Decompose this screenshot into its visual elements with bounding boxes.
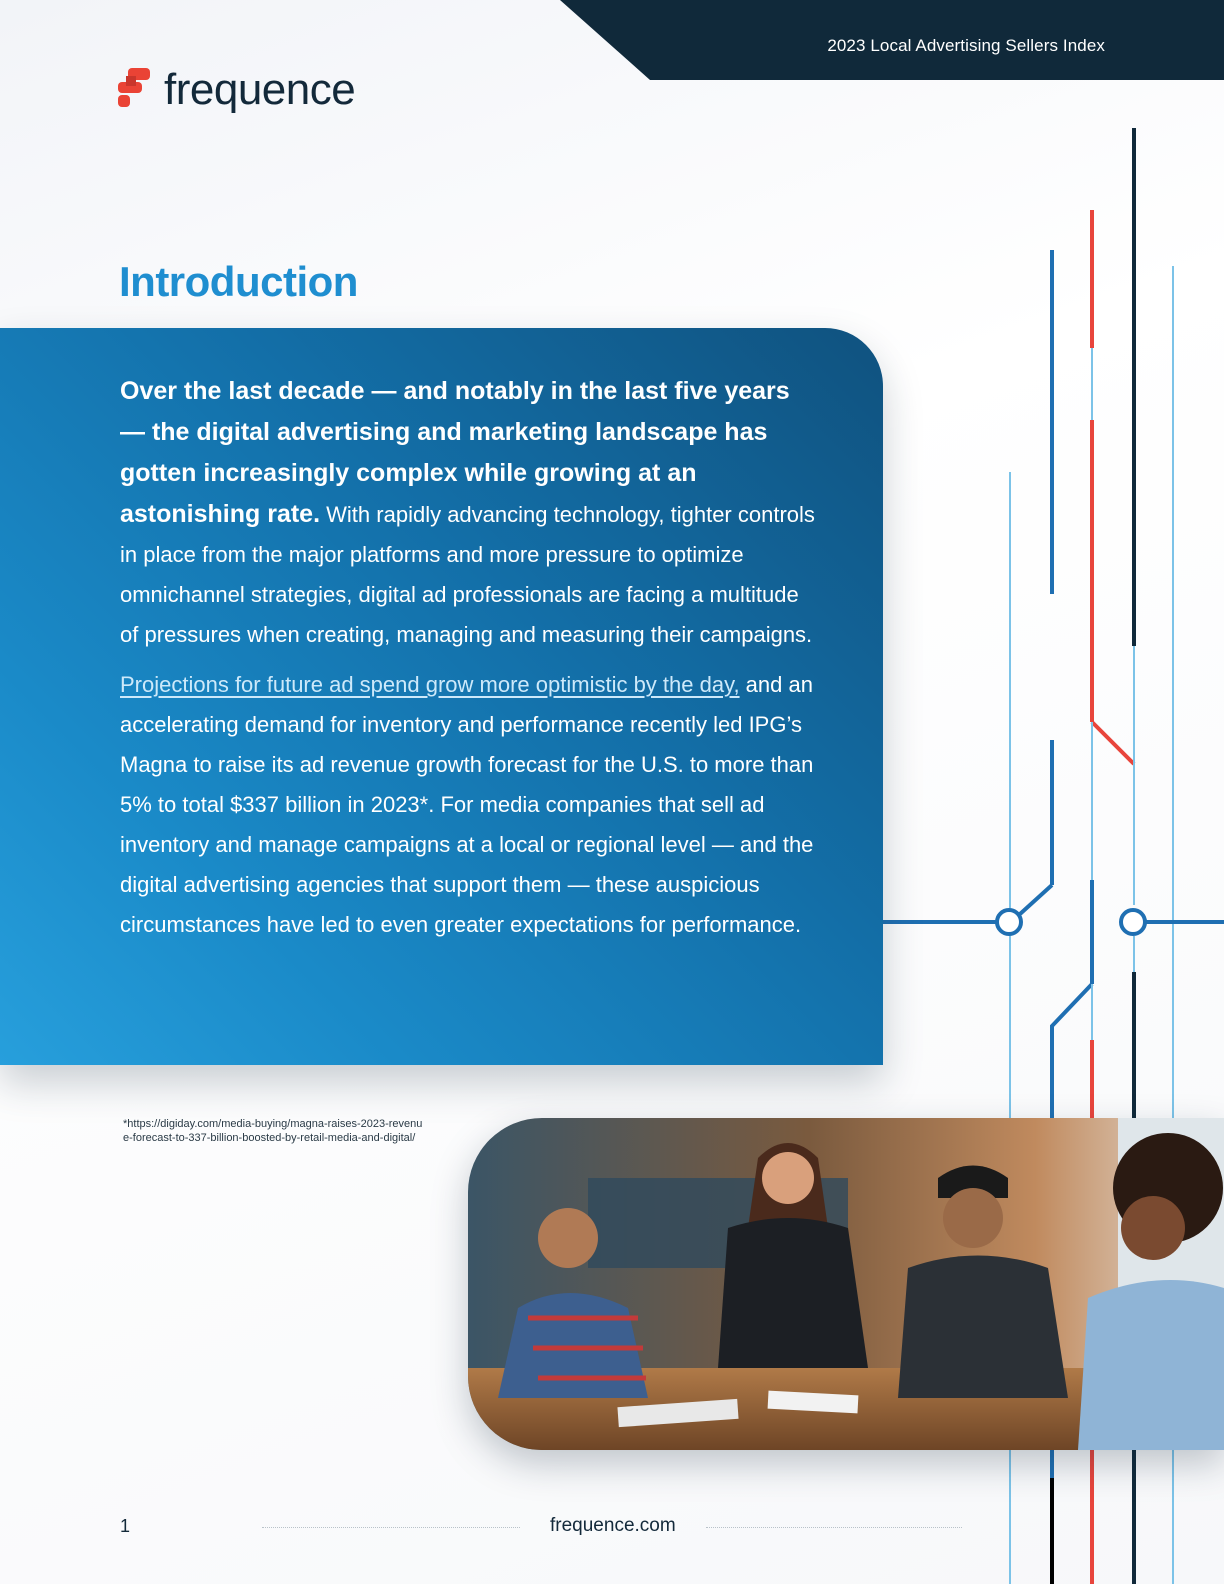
frequence-logo-mark-icon: [116, 66, 152, 113]
intro-panel: [0, 328, 883, 1065]
page-number: 1: [120, 1516, 131, 1536]
footer-divider-right: [706, 1527, 962, 1528]
ad-spend-projections-link[interactable]: Projections for future ad spend grow more optimistic by the day,: [120, 672, 740, 697]
section-title: Introduction: [119, 258, 358, 305]
brand-name: frequence: [164, 64, 356, 114]
footnote-source: *https://digiday.com/media-buying/magna-raises-2023-revenue-forecast-to-337-billion-boosted-by-retail-media-and-digital/: [123, 1118, 423, 1144]
intro-paragraph-2: [120, 665, 820, 945]
intro-paragraph-2-text: and an accelerating demand for inventory and performance recently led IPG’s Magna to raise its ad revenue growth forecast for the U.S. to more than 5% to total $337 billion in 2023*. For media companies that sell ad inventory and manage campaigns at a local or regional level — and the digital advertising agencies that support them — these auspicious circumstances have led to even greater expectations for performance.: [120, 672, 814, 937]
intro-body: [120, 371, 820, 955]
report-title: 2023 Local Advertising Sellers Index: [827, 36, 1105, 55]
brand-logo[interactable]: [116, 66, 355, 113]
intro-paragraph-1-text: With rapidly advancing technology, tighter controls in place from the major platforms and more pressure to optimize omnichannel strategies, digital ad professionals are facing a multitude of pressures when creating, managing and measuring their campaigns.: [120, 502, 815, 647]
team-meeting-photo: [468, 1118, 1224, 1450]
footer-divider-left: [262, 1527, 520, 1528]
intro-lead: Over the last decade — and notably in the last five years — the digital advertising and marketing landscape has gotten increasingly complex while growing at an astonishing rate.: [120, 377, 790, 528]
intro-paragraph-1: [120, 371, 820, 655]
footer-website-link[interactable]: frequence.com: [550, 1515, 676, 1536]
